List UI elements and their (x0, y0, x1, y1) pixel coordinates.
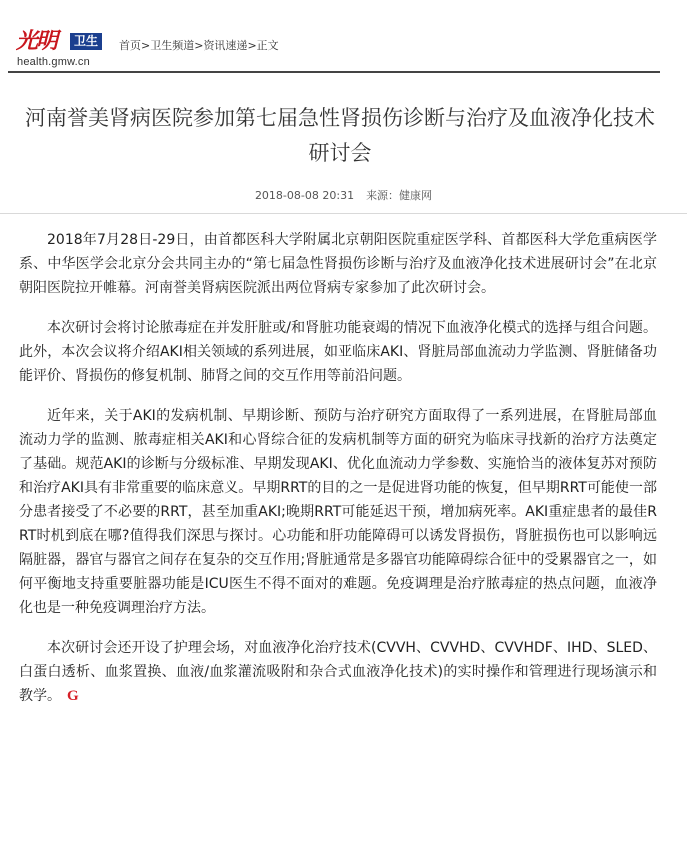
article-meta (0, 189, 687, 203)
logo-wordmark: 光明 (16, 28, 57, 54)
breadcrumb-separator: > (247, 39, 257, 52)
breadcrumb-current: 正文 (256, 39, 279, 52)
breadcrumb-news[interactable]: 资讯速递 (203, 39, 248, 52)
site-logo[interactable] (16, 28, 116, 70)
article-paragraph-last (19, 636, 657, 708)
article-paragraph: 近年来，关于AKI的发病机制、早期诊断、预防与治疗研究方面取得了一系列进展，在肾脏局部血流动力学的监测、脓毒症相关AKI和心肾综合征的发病机制等方面的研究为临床寻找新的治疗方法奠定了基础。规范AKI的诊断与分级标准、早期发现AKI、优化血流动力学参数、实施恰当的液体复苏对预防和治疗AKI具有非常重要的临床意义。早期RRT的目的之一是促进肾功能的恢复，但早期RRT可能使一部分患者接受了不必要的RRT，甚至加重AKI;晚期RRT可能延迟干预，增加病死率。AKI重症患者的最佳RRT时机到底在哪?值得我们深思与探讨。心功能和肝功能障碍可以诱发肾损伤，肾脏损伤也可以影响远隔脏器，器官与器官之间存在复杂的交互作用;肾脏通常是多器官功能障碍综合征中的受累器官之一，如何平衡地支持重要脏器功能是ICU医生不得不面对的难题。免疫调理是治疗脓毒症的热点问题，血液净化也是一种免疫调理治疗方法。 (19, 408, 657, 616)
article-paragraph: 2018年7月28日-29日，由首都医科大学附属北京朝阳医院重症医学科、首都医科大学危重病医学系、中华医学会北京分会共同主办的“第七届急性肾损伤诊断与治疗及血液净化技术进展研讨会”在北京朝阳医院拉开帷幕。河南誉美肾病医院派出两位肾病专家参加了此次研讨会。 (19, 232, 657, 296)
site-header (0, 0, 687, 74)
breadcrumb (119, 39, 279, 53)
breadcrumb-separator: > (141, 39, 151, 52)
article-datetime: 2018-08-08 20:31 (254, 189, 355, 202)
header-divider (8, 71, 660, 73)
article-paragraph: 本次研讨会将讨论脓毒症在并发肝脏或/和肾脏功能衰竭的情况下血液净化模式的选择与组合问题。此外，本次会议将介绍AKI相关领域的系列进展，如亚临床AKI、肾脏局部血流动力学监测、肾脏储备功能评价、肾损伤的修复机制、肺肾之间的交互作用等前沿问题。 (19, 320, 657, 384)
logo-domain: health.gmw.cn (17, 56, 90, 68)
article-source: 来源：健康网 (366, 189, 433, 202)
breadcrumb-health-channel[interactable]: 卫生频道 (150, 39, 195, 52)
article-paragraph-text: 本次研讨会还开设了护理会场，对血液净化治疗技术(CVVH、CVVHD、CVVHDF、IHD、SLED、白蛋白透析、血浆置换、血液/血浆灌流吸附和杂合式血液净化技术)的实时操作和管理进行现场演示和教学。 (19, 640, 657, 704)
meta-divider (0, 213, 687, 214)
breadcrumb-separator: > (194, 39, 204, 52)
article-body (19, 228, 657, 708)
end-mark-icon: G (67, 688, 79, 704)
breadcrumb-home[interactable]: 首页 (119, 39, 141, 52)
article-title: 河南誉美肾病医院参加第七届急性肾损伤诊断与治疗及血液净化技术研讨会 (25, 106, 655, 165)
logo-badge: 卫生 (70, 33, 102, 50)
